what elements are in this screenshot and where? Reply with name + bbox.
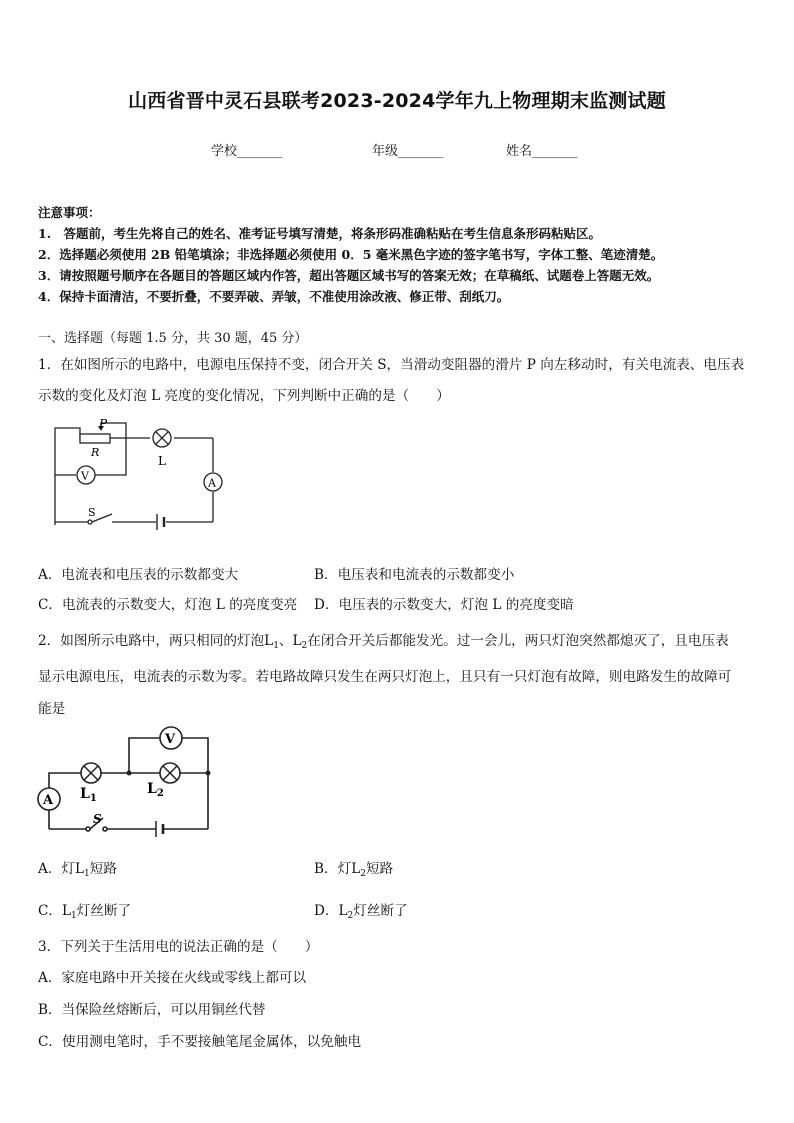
q1-stem-line1: 1．在如图所示的电路中，电源电压保持不变，闭合开关 S，当滑动变阻器的滑片 P 向左移动时，有关电流表、电压表	[38, 357, 745, 373]
q1-label-s: S	[88, 506, 96, 519]
q3-stem: 3．下列关于生活用电的说法正确的是（ ）	[38, 939, 319, 955]
grade-field: 年级_______	[372, 144, 444, 159]
section-heading: 一、选择题（每题 1.5 分，共 30 题，45 分）	[38, 331, 308, 346]
q2-option-d: D．$L_2$灯丝断了	[314, 903, 408, 921]
q1-label-p: P	[99, 417, 108, 431]
q2-option-a: A．灯$L_1$短路	[38, 861, 117, 879]
q2-voltmeter-label: V	[165, 732, 176, 747]
q2-stem-line3: 能是	[38, 701, 66, 717]
q2-stem-line2: 显示电源电压，电流表的示数为零。若电路故障只发生在两只灯泡上，且只有一只灯泡有故障，则电路发生的故障可	[38, 669, 732, 685]
name-field: 姓名_______	[506, 144, 578, 159]
note-item-3: 3．请按照题号顺序在各题目的答题区域内作答，超出答题区域书写的答案无效；在草稿纸、试题卷上答题无效。	[38, 268, 660, 283]
note-item-1: 1. 答题前，考生先将自己的姓名、准考证号填写清楚，将条形码准确粘贴在考生信息条形码粘贴区。	[38, 226, 602, 241]
q1-option-a: A．电流表和电压表的示数都变大	[38, 567, 239, 583]
page-title: 山西省晋中灵石县联考2023-2024学年九上物理期末监测试题	[128, 90, 666, 112]
q2-label-s: S	[93, 812, 102, 826]
school-field: 学校_______	[211, 144, 283, 159]
q2-stem-line1: 2．如图所示电路中，两只相同的灯泡$L_1$、$L_2$在闭合开关后都能发光。过一会儿，两只灯泡突然都熄灭了，且电压表	[38, 633, 729, 651]
q3-option-b: B．当保险丝熔断后，可以用铜丝代替	[38, 1002, 266, 1018]
q2-label-l1: $L_1$	[80, 786, 97, 804]
q1-option-d: D．电压表的示数变大，灯泡 L 的亮度变暗	[314, 597, 574, 613]
q1-label-l: L	[158, 454, 166, 468]
q2-option-b: B．灯$L_2$短路	[314, 861, 394, 879]
q1-option-c: C．电流表的示数变大，灯泡 L 的亮度变亮	[38, 597, 298, 613]
q3-option-c: C．使用测电笔时，手不要接触笔尾金属体，以免触电	[38, 1034, 362, 1050]
q1-ammeter-label: A	[208, 476, 216, 490]
note-item-4: 4．保持卡面清洁，不要折叠，不要弄破、弄皱，不准使用涂改液、修正带、刮纸刀。	[38, 289, 510, 304]
q2-option-c: C．$L_1$灯丝断了	[38, 903, 132, 921]
q1-voltmeter-label: V	[81, 469, 89, 483]
q2-label-l2: $L_2$	[147, 781, 164, 799]
notes-heading: 注意事项：	[38, 205, 101, 220]
q3-option-a: A．家庭电路中开关接在火线或零线上都可以	[38, 970, 307, 986]
note-item-2: 2．选择题必须使用 2B 铅笔填涂；非选择题必须使用 0．5 毫米黑色字迹的签字笔书写，字体工整、笔迹清楚。	[38, 247, 664, 262]
q1-label-r: R	[91, 446, 100, 459]
q2-ammeter-label: A	[43, 793, 54, 808]
q1-stem-line2: 示数的变化及灯泡 L 亮度的变化情况，下列判断中正确的是（ ）	[38, 388, 450, 404]
q1-option-b: B．电压表和电流表的示数都变小	[314, 567, 515, 583]
